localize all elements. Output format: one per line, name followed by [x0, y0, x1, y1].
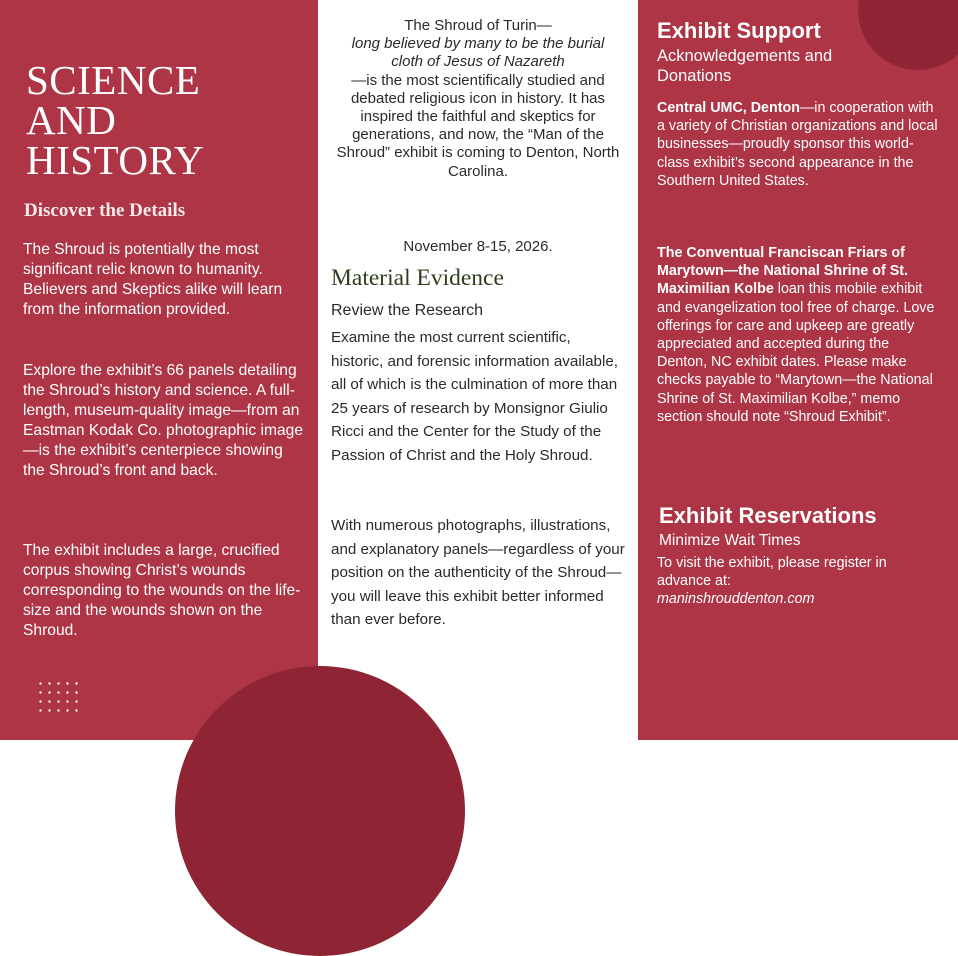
section-title-material-evidence: Material Evidence — [331, 265, 504, 291]
title-line: HISTORY — [26, 137, 205, 183]
sponsor-name: Central UMC, Denton — [657, 100, 800, 116]
page-subtitle: Discover the Details — [24, 200, 186, 221]
page-title — [26, 57, 306, 183]
lender-name: The Conventual Franciscan Friars of Marytown—the National Shrine of St. Maximilian Kolbe — [657, 245, 909, 298]
decorative-circle-bottom — [175, 666, 465, 956]
intro-start: The Shroud of Turin— — [404, 17, 552, 34]
reservations-heading: Exhibit Reservations — [659, 503, 877, 528]
support-paragraph-sponsor — [657, 99, 942, 190]
middle-paragraph: With numerous photographs, illustrations, and explanatory panels—regardless of your position on the authenticity of the Shroud—you will leave this exhibit better informed than ever before. — [331, 517, 625, 628]
support-heading: Exhibit Support — [657, 18, 821, 43]
loan-text: loan this mobile exhibit and evangelization tool free of charge. Love offerings for care and upkeep are greatly appreciated and accepted during the Denton, NC exhibit dates. Please make checks payable to “Marytown—the National Shrine of St. Maximilian Kolbe,” memo section should note “Shroud Exhibit”. — [657, 281, 935, 425]
decorative-dot-grid — [36, 679, 80, 713]
left-paragraph: The Shroud is potentially the most significant relic known to humanity. Believers and Skeptics alike will learn from the information provided. — [23, 241, 283, 318]
support-paragraph-loan — [657, 244, 942, 426]
middle-paragraph: Examine the most current scientific, historic, and forensic information available, all of which is the culmination of more than 25 years of research by Monsignor Giulio Ricci and the Center for the Study of the Passion of Christ and the Holy Shroud. — [331, 329, 619, 464]
section-subtitle-review: Review the Research — [331, 302, 484, 319]
sponsor-text: —in cooperation with a variety of Christian organizations and local businesses—proudly sponsor this world-class exhibit’s second appearance in the Southern United States. — [657, 100, 938, 189]
left-paragraph: Explore the exhibit’s 66 panels detailing the Shroud’s history and science. A full-length, museum-quality image—from an Eastman Kodak Co. photographic image—is the exhibit’s centerpiece showing the Shroud’s front and back. — [23, 362, 303, 479]
reservations-paragraph — [657, 554, 942, 609]
reservations-subheading: Minimize Wait Times — [659, 532, 801, 549]
support-subheading: Acknowledgements and Donations — [657, 47, 833, 85]
title-line: SCIENCE — [26, 57, 201, 103]
website-link[interactable]: maninshrouddenton.com — [657, 591, 815, 608]
left-paragraph: The exhibit includes a large, crucified corpus showing Christ’s wounds corresponding to the wounds on the life-size and the wounds shown on the Shroud. — [23, 542, 301, 639]
exhibit-date: November 8-15, 2026. — [403, 238, 553, 255]
intro-text — [334, 17, 622, 181]
reservations-text: To visit the exhibit, please register in advance at: — [657, 555, 887, 590]
title-line: AND — [26, 97, 117, 143]
intro-end: —is the most scientifically studied and debated religious icon in history. It has inspired the faithful and skeptics for generations, and now, the “Man of the Shroud” exhibit is coming to Denton, North Carolina. — [336, 71, 620, 180]
intro-italic: long believed by many to be the burial cloth of Jesus of Nazareth — [351, 35, 605, 71]
